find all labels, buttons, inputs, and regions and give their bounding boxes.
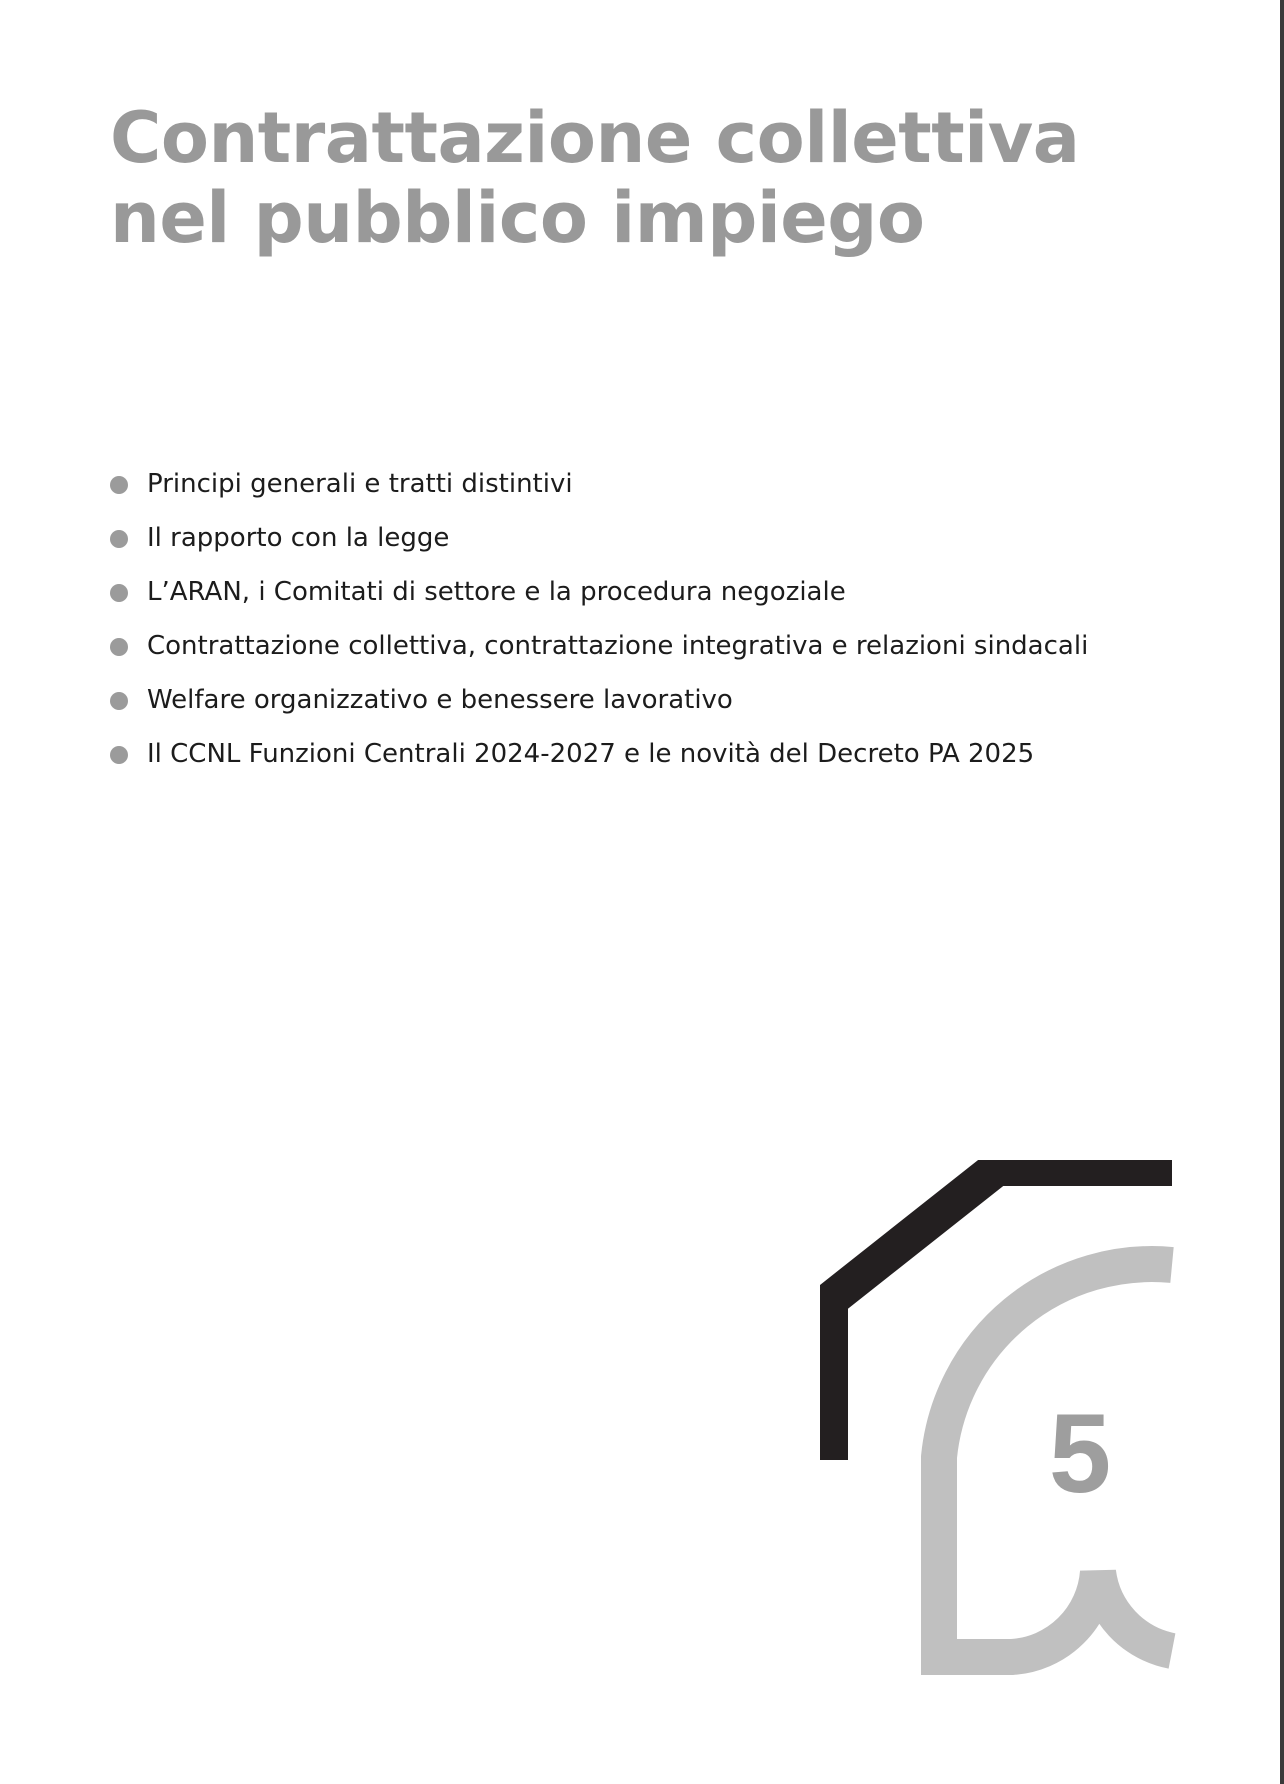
topic-item [110, 574, 1120, 611]
bullet-dot-icon [110, 638, 128, 656]
bullet-dot-icon [110, 746, 128, 764]
topic-text: Principi generali e tratti distintivi [147, 469, 573, 499]
topic-text: Il rapporto con la legge [147, 523, 450, 553]
page-edge-rule [1280, 0, 1284, 1784]
topic-text: L’ARAN, i Comitati di settore e la procedura negoziale [147, 577, 846, 607]
chapter-number: 5 [1048, 1391, 1112, 1516]
bullet-dot-icon [110, 584, 128, 602]
chapter-title [110, 98, 1080, 258]
chapter-title-line-2: nel pubblico impiego [110, 177, 925, 259]
topic-text: Welfare organizzativo e benessere lavorativo [147, 685, 733, 715]
topic-item [110, 628, 1120, 665]
topic-item [110, 682, 1120, 719]
topics-list [110, 466, 1120, 790]
bullet-dot-icon [110, 476, 128, 494]
bullet-dot-icon [110, 692, 128, 710]
topic-text: Il CCNL Funzioni Centrali 2024-2027 e le novità del Decreto PA 2025 [147, 739, 1035, 769]
topic-item [110, 736, 1120, 773]
chapter-title-line-1: Contrattazione collettiva [110, 97, 1080, 179]
bullet-dot-icon [110, 530, 128, 548]
topic-item [110, 520, 1120, 557]
topic-item [110, 466, 1120, 503]
topic-text: Contrattazione collettiva, contrattazione integrativa e relazioni sindacali [147, 631, 1089, 661]
